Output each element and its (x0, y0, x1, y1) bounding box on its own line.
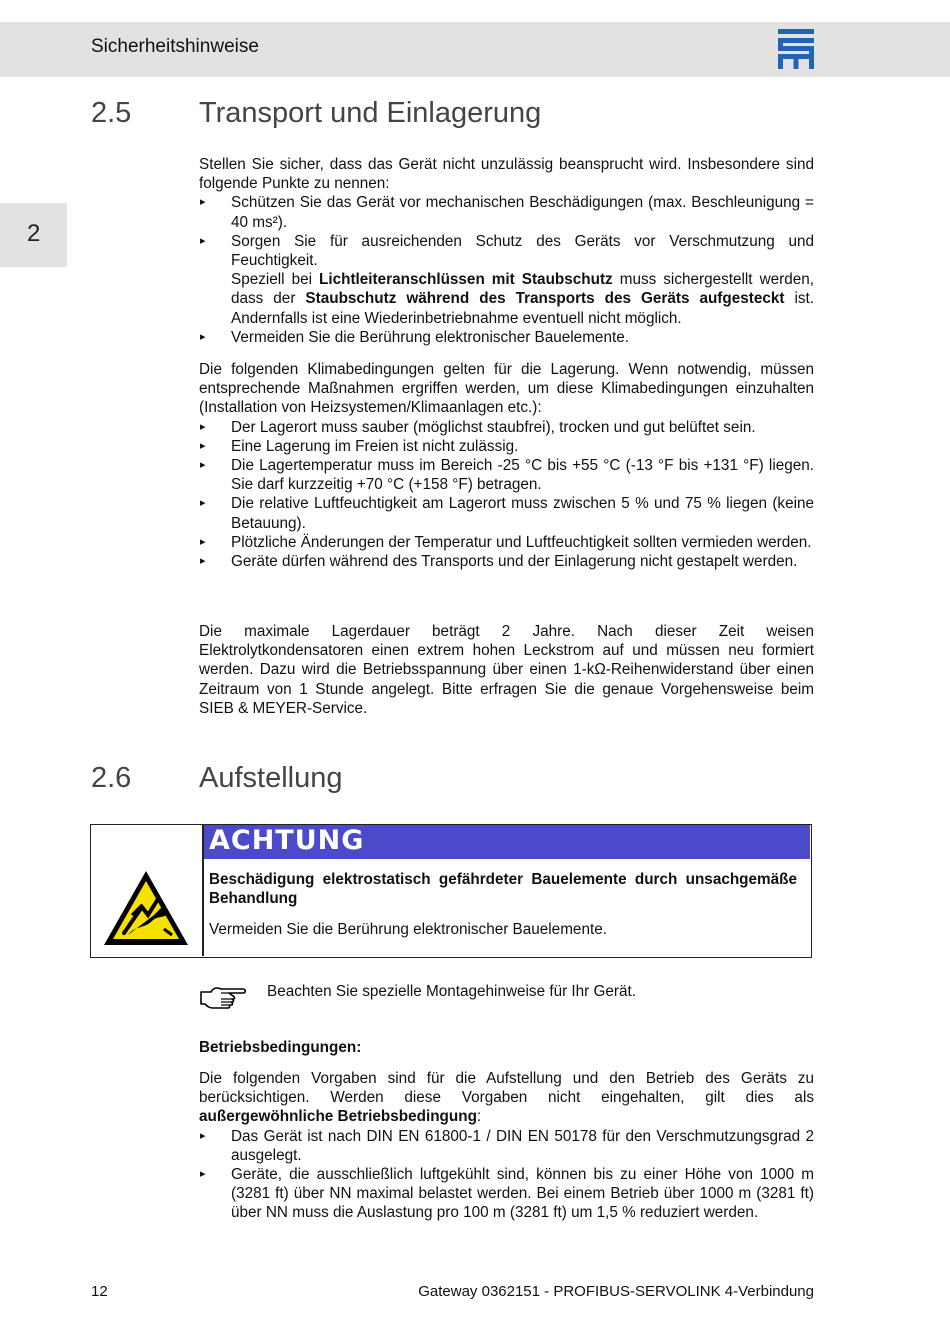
conditions-block (199, 1069, 814, 1223)
climate-list (199, 418, 814, 572)
section-number-2-6: 2.6 (91, 762, 132, 794)
list-item: ▸ Geräte dürfen während des Transports und der Einlagerung nicht gestapelt werden. (199, 552, 814, 571)
hint-text: Beachten Sie spezielle Montagehinweise für Ihr Gerät. (267, 983, 637, 1000)
storage-paragraph: Die maximale Lagerdauer beträgt 2 Jahre. Nach dieser Zeit weisen Elektrolytkondensatoren einen extrem hohen Leckstrom auf und müssen neu formiert werden. Dazu wird die Betriebsspannung über einen 1-kΩ-Reihenwiderstand über einen Zeitraum von 1 Stunde angelegt. Bitte erfragen Sie die genaue Vorgehensweise beim SIEB & MEYER-Service. (199, 623, 814, 717)
climate-block (199, 360, 814, 571)
section-title-2-6: Aufstellung (199, 762, 343, 794)
note-emphasis: Staubschutz während des Transports des Geräts aufgesteckt (305, 290, 785, 308)
list-item: ▸ Schützen Sie das Gerät vor mechanischen Beschädigungen (max. Beschleunigung = 40 ms²). (199, 193, 814, 231)
chapter-number: 2 (27, 220, 41, 247)
list-item: ▸ Geräte, die ausschließlich luftgekühlt sind, können bis zu einer Höhe von 1000 m (3281 ft) über NN maximal belastet werden. Bei einem Betrieb über 1000 m (3281 ft) über NN muss die Auslastung pro 100 m (3281 ft) um 1,5 % reduziert werden. (199, 1165, 814, 1223)
section-number-2-5: 2.5 (91, 97, 132, 129)
warning-header (204, 825, 810, 859)
footer-document-title: Gateway 0362151 - PROFIBUS-SERVOLINK 4-Verbindung (418, 1283, 814, 1300)
conditions-intro (199, 1069, 814, 1127)
note-emphasis: Lichtleiteranschlüssen mit Staubschutz (319, 271, 613, 289)
list-item: ▸ Die relative Luftfeuchtigkeit am Lagerort muss zwischen 5 % und 75 % liegen (keine Betauung). (199, 494, 814, 532)
transport-list (199, 193, 814, 270)
note-text: muss sichergestellt werden, dass der (231, 271, 814, 308)
section-title-2-5: Transport und Einlagerung (199, 97, 542, 129)
storage-block (199, 622, 814, 718)
conditions-text: : (476, 1108, 482, 1126)
dust-cap-note (199, 270, 814, 328)
transport-list (199, 328, 814, 347)
conditions-heading-block (199, 1038, 814, 1057)
note-text: Speziell bei (231, 271, 320, 289)
chapter-tab (0, 203, 67, 267)
conditions-emphasis: außergewöhnliche Betriebsbedingung (199, 1108, 477, 1126)
list-item: ▸ Eine Lagerung im Freien ist nicht zulässig. (199, 437, 814, 456)
list-item: ▸ Vermeiden Sie die Berührung elektronischer Bauelemente. (199, 328, 814, 347)
pointing-hand-icon (199, 984, 247, 1010)
page-header-title: Sicherheitshinweise (91, 36, 259, 57)
company-logo-icon (778, 29, 814, 69)
conditions-text: Die folgenden Vorgaben sind für die Aufstellung und den Betrieb des Geräts zu berücksichtigen. Werden diese Vorgaben nicht eingehalten, gilt dies als (199, 1070, 814, 1107)
esd-warning-icon (102, 869, 190, 947)
footer-page-number: 12 (91, 1283, 108, 1300)
conditions-list (199, 1127, 814, 1223)
warning-text: Vermeiden Sie die Berührung elektronischer Bauelemente. (209, 921, 607, 938)
list-item: ▸ Plötzliche Änderungen der Temperatur und Luftfeuchtigkeit sollten vermieden werden. (199, 533, 814, 552)
warning-title: Beschädigung elektrostatisch gefährdeter Bauelemente durch unsachgemäße Behandlung (209, 871, 797, 908)
list-item: ▸ Der Lagerort muss sauber (möglichst staubfrei), trocken und gut belüftet sein. (199, 418, 814, 437)
list-item: ▸ Das Gerät ist nach DIN EN 61800-1 / DIN EN 50178 für den Verschmutzungsgrad 2 ausgelegt. (199, 1127, 814, 1165)
transport-intro-block (199, 155, 814, 347)
conditions-heading: Betriebsbedingungen: (199, 1039, 362, 1056)
list-item: ▸ Die Lagertemperatur muss im Bereich -25 °C bis +55 °C (-13 °F bis +131 °F) liegen. Sie darf kurzzeitig +70 °C (+158 °F) betragen. (199, 456, 814, 494)
note-text: ist. Andernfalls ist eine Wiederinbetriebnahme eventuell nicht möglich. (231, 290, 815, 327)
climate-intro: Die folgenden Klimabedingungen gelten für die Lagerung. Wenn notwendig, müssen entsprechende Maßnahmen ergriffen werden, um diese Klimabedingungen einzuhalten (Installation von Heizsystemen/Klimaanlagen etc.): (199, 361, 814, 417)
transport-intro: Stellen Sie sicher, dass das Gerät nicht unzulässig beansprucht wird. Insbesondere sind folgende Punkte zu nennen: (199, 156, 814, 193)
warning-box (90, 824, 812, 958)
warning-heading: ACHTUNG (209, 825, 365, 856)
list-item: ▸ Sorgen Sie für ausreichenden Schutz des Geräts vor Verschmutzung und Feuchtigkeit. (199, 232, 814, 270)
